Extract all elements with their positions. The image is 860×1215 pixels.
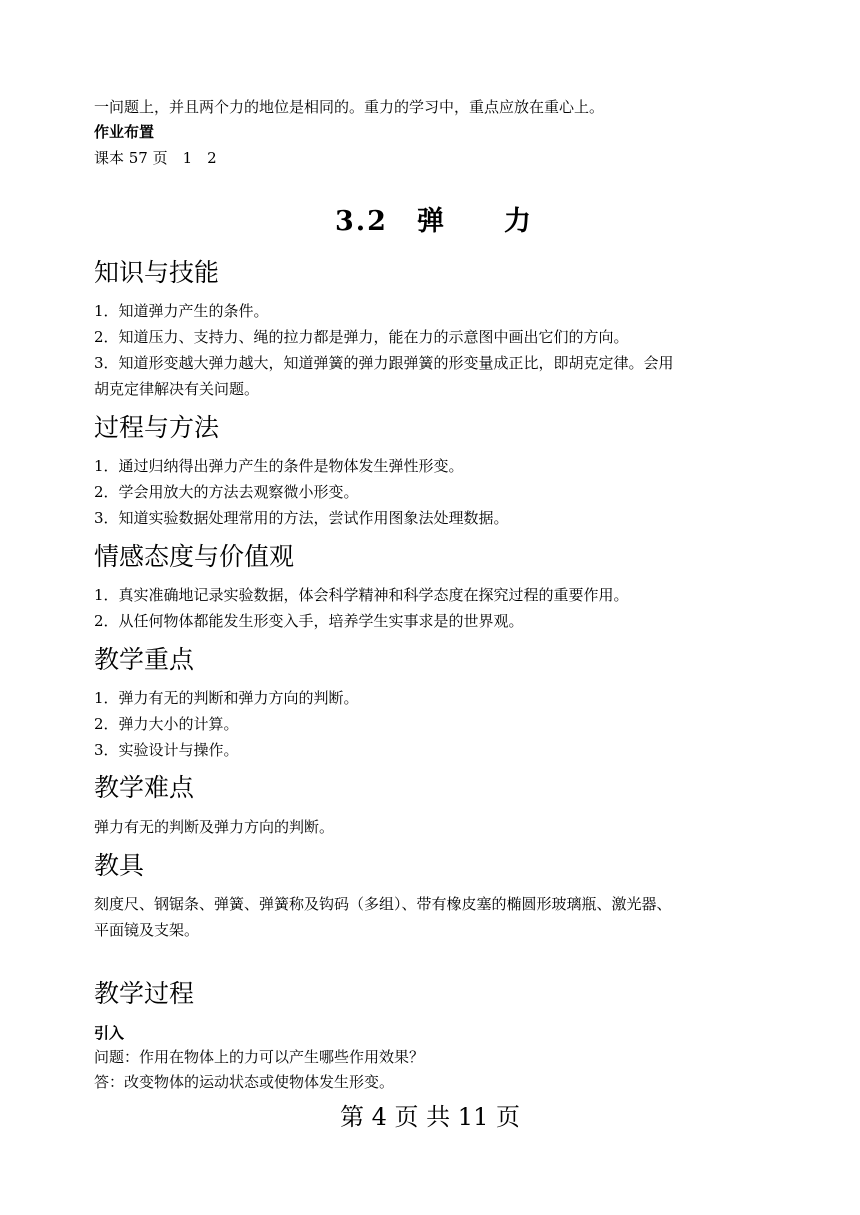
list-item: 2．弹力大小的计算。 (94, 715, 239, 733)
list-item: 胡克定律解决有关问题。 (94, 380, 260, 398)
key-points-list (94, 685, 359, 763)
question-text: 问题：作用在物体上的力可以产生哪些作用效果？ (94, 1048, 425, 1066)
knowledge-list (94, 298, 674, 402)
intro-label: 引入 (94, 1024, 125, 1042)
difficulty-text: 弹力有无的判断及弹力方向的判断。 (94, 818, 335, 836)
list-item: 1．弹力有无的判断和弹力方向的判断。 (94, 689, 359, 707)
answer-text: 答：改变物体的运动状态或使物体发生形变。 (94, 1073, 395, 1091)
homework-heading: 作业布置 (94, 123, 155, 141)
list-item: 2．学会用放大的方法去观察微小形变。 (94, 483, 359, 501)
section-heading-process: 过程与方法 (94, 413, 220, 442)
section-heading-emotion: 情感态度与价值观 (94, 542, 295, 571)
carry-over-line: 一问题上，并且两个力的地位是相同的。重力的学习中，重点应放在重心上。 (94, 98, 605, 116)
list-item: 2．从任何物体都能发生形变入手，培养学生实事求是的世界观。 (94, 612, 524, 630)
lesson-title: 3.2 弹 力 (335, 206, 533, 237)
page-footer: 第 4 页 共 11 页 (340, 1103, 520, 1131)
section-heading-tools: 教具 (94, 851, 145, 880)
tools-text (94, 891, 672, 943)
section-heading-teaching-process: 教学过程 (94, 979, 195, 1008)
process-list (94, 453, 509, 531)
section-heading-key-points: 教学重点 (94, 645, 195, 674)
list-item: 3．知道形变越大弹力越大，知道弹簧的弹力跟弹簧的形变量成正比，即胡克定律。会用 (94, 354, 674, 372)
list-item: 1．真实准确地记录实验数据，体会科学精神和科学态度在探究过程的重要作用。 (94, 586, 629, 604)
section-heading-knowledge: 知识与技能 (94, 258, 220, 287)
tools-line: 平面镜及支架。 (94, 921, 200, 939)
section-heading-difficulty: 教学难点 (94, 773, 195, 802)
homework-text: 课本 57 页 1 2 (94, 149, 217, 167)
list-item: 1．知道弹力产生的条件。 (94, 302, 269, 320)
list-item: 1．通过归纳得出弹力产生的条件是物体发生弹性形变。 (94, 457, 464, 475)
list-item: 3．实验设计与操作。 (94, 741, 239, 759)
tools-line: 刻度尺、钢锯条、弹簧、弹簧称及钩码（多组）、带有橡皮塞的椭圆形玻璃瓶、激光器、 (94, 895, 672, 913)
emotion-list (94, 582, 629, 634)
document-page (94, 0, 774, 1215)
list-item: 2．知道压力、支持力、绳的拉力都是弹力，能在力的示意图中画出它们的方向。 (94, 328, 629, 346)
list-item: 3．知道实验数据处理常用的方法，尝试作用图象法处理数据。 (94, 509, 509, 527)
